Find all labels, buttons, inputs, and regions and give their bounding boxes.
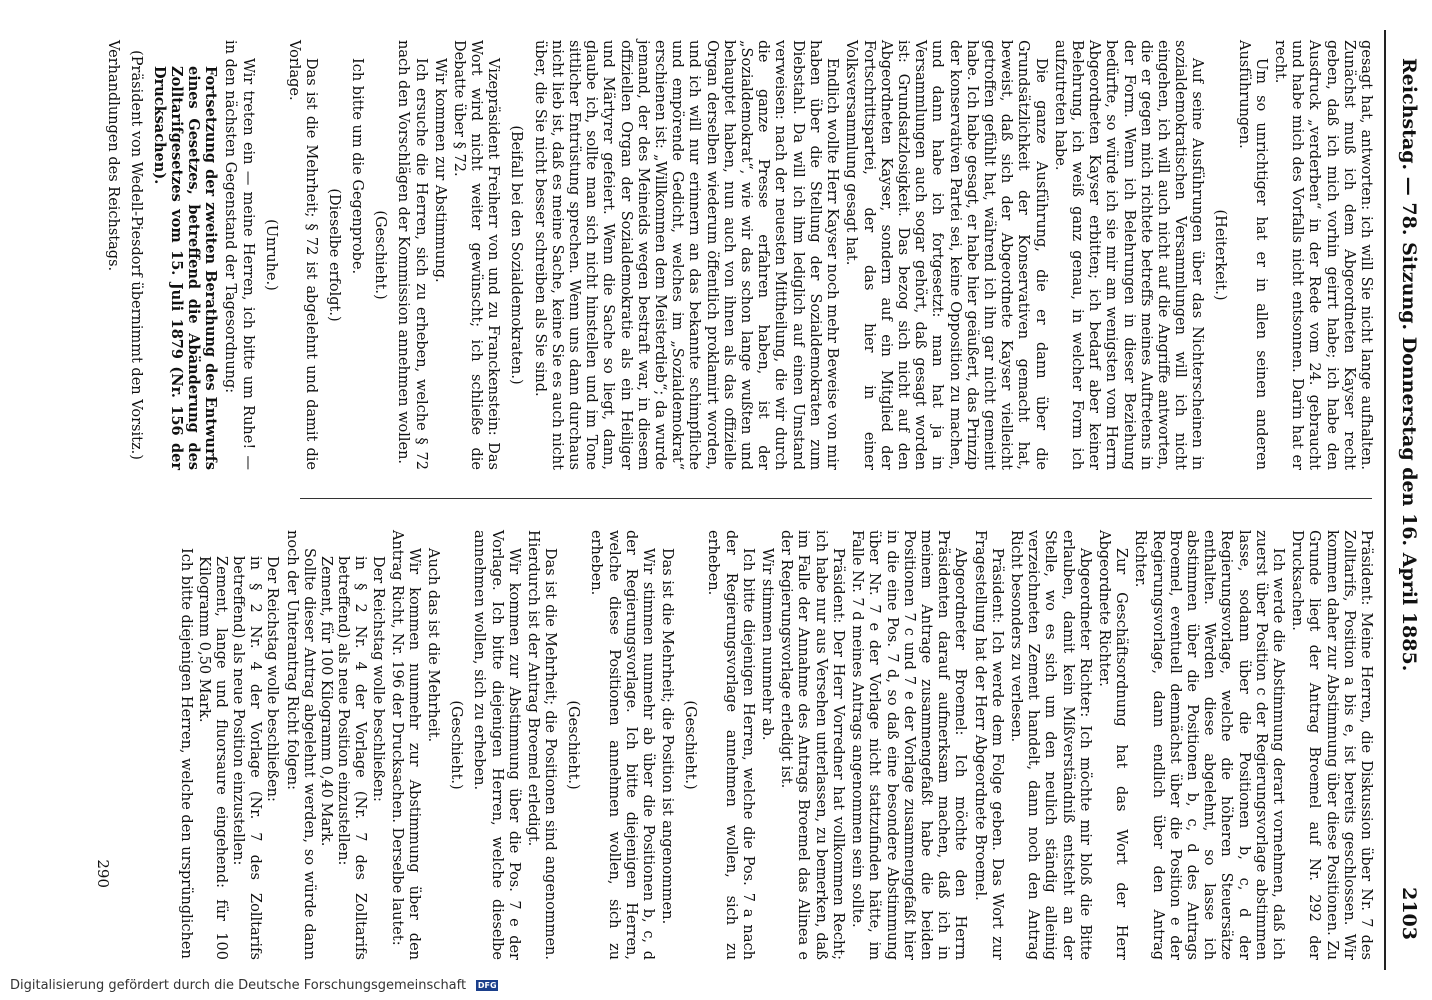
page-number-top: 2103 [1398, 887, 1420, 940]
paragraph: Verhandlungen des Reichstags. [105, 40, 122, 272]
column-divider [300, 498, 1372, 499]
paragraph: Präsident: Meine Herren, die Diskussion über Nr. 7 des Zolltarifs, Position a bis e, ist bereits geschlossen. Wir kommen daher zur Abstimmung über diese Positionen. Zu Grunde liegt der Antrag Broemel auf Nr. 292 der Drucksachen. [1289, 530, 1374, 960]
stage-direction: (Dieselbe erfolgt.) [326, 188, 343, 322]
paragraph: Zur Geschäftsordnung hat das Wort der Herr Abgeordnete Richter. [1095, 530, 1130, 960]
motion-text: Zement, für 100 Kilogramm 0,40 Mark. [318, 556, 335, 847]
right-column [175, 530, 1374, 960]
stage-direction: (Unruhe.) [262, 219, 279, 291]
paragraph: Wir stimmen nunmehr ab. [759, 548, 776, 741]
paragraph: Endlich wollte Herr Kayser noch mehr Beweise von mir haben über die Stellung der Sozialdemokraten zum Diebstahl. Da will ich ihm lediglich auf einen Umstand verweisen: nach der neuesten Mittheilung, die wir durch die ganze Presse erfahren haben, ist der „Sozialdemokrat“, wie wir das schon lange wußten und behauptet haben, nun auch von ihnen als das offizielle Organ derselben wiederum öffentlich proklamirt worden, und ich will nur erinnern an das bekannte schimpfliche und empörende Gedicht, welches im „Sozialdemokrat“ erschienen ist: „Willkommen dem Meisterdieb“; da wurde jemand, der des Meineids wegen bestraft war, in diesem offiziellen Organ der Sozialdemokratie als ein Heiliger und Märtyrer gefeiert. Wenn die Sache so liegt, dann, glaube ich, sollte man sich nicht hinstellen und im Tone sittlicher Entrüstung sprechen. Wenn uns dann durchaus nicht lieb ist, daß es meine Sache, keine Sie es auch nicht über, die Sie nicht besser schreiben als Sie sind. [531, 40, 841, 470]
paragraph: Ich bitte diejenigen Herren, welche den ursprünglichen [178, 548, 195, 959]
paragraph: Ich bitte diejenigen Herren, welche die Pos. 7 a nach der Regierungsvorlage annehmen wollen, sich zu erheben. [705, 530, 756, 960]
paragraph: Auch das ist die Mehrheit. [425, 548, 442, 743]
paragraph: Wir kommen zur Abstimmung. [431, 58, 448, 283]
paragraph: Abgeordneter Richter: Ich möchte mir bloß die Bitte erlauben, damit kein Mißverständniß entsteht an der Stelle, wo es sich um den neulich ständig alleinig verzeichneten Zement handelt, dann noch den Antrag Richt besonders zu verlesen. [1007, 530, 1093, 960]
paragraph: Ich ersuche die Herren, sich zu erheben, welche § 72 nach den Vorschlägen der Kommission annehmen wollen. [395, 40, 429, 470]
paragraph: Auf seine Ausführungen über das Nichterscheinen in sozialdemokratischen Versammlungen will ich nicht eingehen, ich will auch nicht auf die Angriffe antworten, die er gegen mich richtete betreffs meines Auftretens in der Form. Wenn ich Belehrungen in dieser Beziehung bedürfte, so würde ich sie mir am wenigsten vom Herrn Abgeordneten Kayser erbitten; ich bedarf aber keiner Belehrung, ich weiß ganz genau, in welcher Form ich aufzutreten habe. [1051, 40, 1206, 470]
stage-direction: (Geschieht.) [448, 700, 465, 790]
paragraph: Das ist die Mehrheit; die Position ist angenommen. [659, 548, 676, 925]
paragraph: Das ist die Mehrheit; § 72 ist abgelehnt und damit die Vorlage. [285, 40, 320, 470]
paragraph: Ich bitte um die Gegenprobe. [349, 58, 366, 275]
digitization-footer [0, 976, 1432, 996]
paragraph: Wir kommen zur Abstimmung über die Pos. 7 e der Vorlage. Ich bitte diejenigen Herren, welche dieselbe annehmen wollen, sich zu erheben. [471, 530, 522, 960]
paragraph: Die ganze Ausführung, die er dann über die Grundsätzlichkeit der Konservativen gemacht hat, beweist, daß sich der Abgeordnete Kayser vielleicht getroffen gefühlt hat, während ich ihn gar nicht gemeint habe. Ich habe gesagt, er habe hier geäußert, das Prinzip der konservativen Partei sei, keine Opposition zu machen, und dann habe ich fortgesetzt: man hat ja in Versammlungen auch sogar gehört, daß gesagt worden ist: Grundsatzlosigkeit. Das bezog sich nicht auf den Abgeordneten Kayser, sondern auf ein Mitglied der Fortschrittspartei, der das hier in einer Volksversammlung gesagt hat. [843, 40, 1049, 470]
stage-direction: (Geschieht.) [372, 210, 389, 300]
paragraph: Sollte dieser Antrag abgelehnt werden, so würde dann noch der Unterantrag Richt folgen: [283, 530, 317, 960]
paragraph: Wir stimmen nunmehr ab über die Positionen b, c, d der Regierungsvorlage. Ich bitte diejenigen Herren, welche diese Positionen annehmen wollen, sich zu erheben. [588, 530, 657, 960]
stage-direction: (Präsident von Wedell-Piesdorf übernimmt den Vorsitz.) [128, 50, 145, 460]
running-head-title: Reichstag. — 78. Sitzung. Donnerstag den 16. April 1885. [1398, 58, 1420, 672]
paragraph: Um so unrichtiger hat er in allen seinen anderen Ausführungen. [1235, 40, 1269, 470]
motion-text: Der Reichstag wolle beschließen: [264, 556, 281, 802]
paragraph: Wir kommen nunmehr zur Abstimmung über den Antrag Richt, Nr. 196 der Drucksachen. Derselbe lautet: [388, 530, 423, 960]
motion-text: Zement, lange und fluorsaure eingehend: für 100 Kilogramm 0,50 Mark. [195, 556, 229, 960]
stage-direction: (Geschieht.) [682, 700, 699, 790]
dfg-logo: DFG [477, 981, 497, 990]
paragraph: gesagt hat, antworten: ich will Sie nicht lange aufhalten. Zunächst muß ich dem Abgeordneten Kayser recht geben, daß ich mich vorhin geirrt habe; ich habe den Ausdruck „verderben“ in der Rede vom 24. gebraucht und habe mich des Vorfalls nicht entsonnen. Darin hat er recht. [1271, 40, 1374, 470]
paragraph: Vizepräsident Freiherr von und zu Franckenstein: Das Wort wird nicht weiter gewünscht; ich schließe die Debatte über § 72. [451, 40, 502, 470]
paragraph: Wir treten ein — meine Herren, ich bitte um Ruhe! — in den nächsten Gegenstand der Tagesordnung: [222, 40, 256, 470]
stage-direction: (Beifall bei den Sozialdemokraten.) [508, 125, 525, 385]
paragraph: Ich werde die Abstimmung derart vornehmen, daß ich zuerst über Position c der Regierungsvorlage abstimmen lasse, sodann über die Positionen b, c, d der Regierungsvorlage, welche die höheren Steuersätze enthalten. Werden diese abgelehnt, so lasse ich abstimmen über die Positionen b, c, d des Antrags Broemel, eventuell demnächst über die Position e der Regierungsvorlage, dann endlich über den Antrag Richter. [1132, 530, 1286, 960]
left-column [102, 40, 1374, 470]
stage-direction: (Geschieht.) [565, 700, 582, 790]
footer-text: Digitalisierung gefördert durch die Deutsche Forschungsgemeinschaft [10, 978, 467, 993]
paragraph: Präsident: Der Herr Vorredner hat vollkommen Recht; ich habe nur aus Versehen unterlassen, zu bemerken, daß im Falle der Annahme des Antrags Broemel das Alinea e der Regierungsvorlage erledigt ist. [778, 530, 846, 960]
paragraph: Das ist die Mehrheit; die Positionen sind angenommen. Hierdurch ist der Antrag Broemel erledigt. [525, 530, 559, 960]
page-number-bottom: 290 [94, 859, 112, 888]
paragraph: Abgeordneter Broemel: Ich möchte den Herrn Präsidenten darauf aufmerksam machen, daß ich in meinem Antrage zusammengefaßt habe die beiden Positionen 7 c und 7 e der Vorlage zusammengefaßt hier in die eine Pos. 7 d, so daß eine besondere Abstimmung über Nr. 7 e der Vorlage nicht stattzufinden hätte, im Falle Nr. 7 d meines Antrags angenommen sein sollte. [849, 530, 969, 960]
motion-text: in § 2 Nr. 4 der Vorlage (Nr. 7 des Zolltarifs betreffend) als neue Position einzustellen: [335, 556, 369, 960]
agenda-item: Fortsetzung der zweiten Berathung des Entwurfs eines Gesetzes, betreffend die Abänderung des Zolltarifgesetzes vom 15. Juli 1879 (Nr. 156 der Drucksachen). [150, 66, 220, 470]
motion-text: Der Reichstag wolle beschließen: [369, 556, 386, 802]
motion-text: in § 2 Nr. 4 der Vorlage (Nr. 7 des Zolltarifs betreffend) als neue Position einzustellen: [230, 556, 264, 960]
header-rule [1384, 30, 1386, 970]
stage-direction: (Heiterkeit.) [1212, 209, 1229, 301]
paragraph: Präsident: Ich werde dem Folge geben. Das Wort zur Fragestellung hat der Herr Abgeordnete Broemel. [971, 530, 1005, 960]
running-head [1394, 58, 1424, 940]
